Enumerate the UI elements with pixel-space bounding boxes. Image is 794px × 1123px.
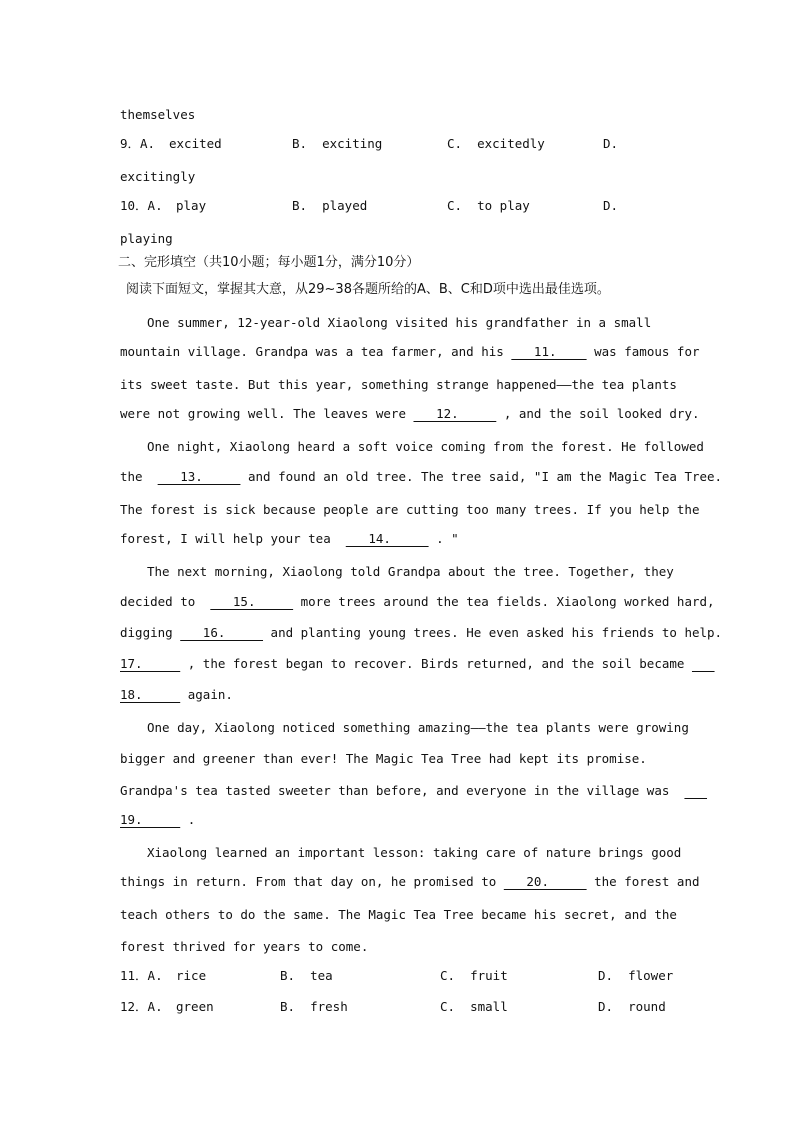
option-b: B. fresh — [280, 999, 348, 1014]
option-a: green — [176, 999, 214, 1014]
question-number: 12．A. — [120, 999, 163, 1014]
option-d: D. — [603, 136, 619, 151]
blank-18-start[interactable] — [692, 656, 715, 671]
blank-19[interactable]: 19. — [120, 812, 181, 827]
question-number: 9．A. — [120, 136, 156, 151]
option-c: C. fruit — [440, 968, 508, 983]
option-b: B. played — [292, 198, 368, 213]
option-a: excited — [169, 136, 222, 151]
passage-line: forest, I will help your tea 14. . " — [120, 531, 459, 546]
passage-line: One night, Xiaolong heard a soft voice coming from the forest. He followed — [147, 439, 704, 454]
blank-20[interactable]: 20. — [503, 874, 587, 889]
blank-11[interactable]: 11. — [511, 344, 587, 359]
blank-14[interactable]: 14. — [345, 531, 429, 546]
passage-line: its sweet taste. But this year, something strange happened——the tea plants — [120, 377, 677, 392]
option-a: play — [176, 198, 207, 213]
passage-line: teach others to do the same. The Magic Tea Tree became his secret, and the — [120, 907, 677, 922]
option-d: D. — [603, 198, 619, 213]
blank-19-start[interactable] — [684, 783, 707, 798]
passage-line: Grandpa's tea tasted sweeter than before, and everyone in the village was — [120, 783, 707, 799]
option-continuation: themselves — [120, 107, 196, 122]
option-c: C. excitedly — [447, 136, 545, 151]
question-number: 10．A. — [120, 198, 163, 213]
blank-15[interactable]: 15. — [210, 594, 294, 609]
passage-line: things in return. From that day on, he promised to 20. the forest and — [120, 874, 700, 889]
blank-12[interactable]: 12. — [413, 406, 497, 421]
option-b: B. exciting — [292, 136, 383, 151]
blank-16[interactable]: 16. — [180, 625, 264, 640]
blank-13[interactable]: 13. — [157, 469, 241, 484]
passage-line: bigger and greener than ever! The Magic Tea Tree had kept its promise. — [120, 751, 647, 766]
passage-line: One day, Xiaolong noticed something amazing——the tea plants were growing — [147, 720, 689, 735]
option-b: B. tea — [280, 968, 333, 983]
passage-line: 18. again. — [120, 687, 233, 702]
passage-line: Xiaolong learned an important lesson: taking care of nature brings good — [147, 845, 682, 860]
question-number: 11．A. — [120, 968, 163, 983]
passage-line: were not growing well. The leaves were 12. , and the soil looked dry. — [120, 406, 700, 421]
section-title: 二、完形填空（共10小题；每小题1分，满分10分） — [118, 255, 420, 270]
passage-line: decided to 15. more trees around the tea fields. Xiaolong worked hard, — [120, 594, 715, 609]
passage-line: the 13. and found an old tree. The tree said, "I am the Magic Tea Tree. — [120, 469, 723, 484]
passage-line: The next morning, Xiaolong told Grandpa about the tree. Together, they — [147, 564, 674, 579]
passage-line: forest thrived for years to come. — [120, 939, 369, 954]
option-continuation: playing — [120, 231, 173, 246]
option-d: D. round — [598, 999, 666, 1014]
option-continuation: excitingly — [120, 169, 196, 184]
passage-line: 17. , the forest began to recover. Birds returned, and the soil became — [120, 656, 715, 672]
option-a: rice — [176, 968, 207, 983]
option-c: C. to play — [447, 198, 530, 213]
blank-18[interactable]: 18. — [120, 687, 181, 702]
passage-line: digging 16. and planting young trees. He even asked his friends to help. — [120, 625, 723, 640]
passage-line: mountain village. Grandpa was a tea farmer, and his 11. was famous for — [120, 344, 700, 359]
passage-line: The forest is sick because people are cutting too many trees. If you help the — [120, 502, 700, 517]
passage-line: One summer, 12-year-old Xiaolong visited his grandfather in a small — [147, 315, 652, 330]
blank-17[interactable]: 17. — [120, 656, 181, 671]
option-d: D. flower — [598, 968, 674, 983]
section-instruction: 阅读下面短文，掌握其大意，从29~38各题所给的A、B、C和D项中选出最佳选项。 — [126, 282, 610, 297]
passage-line: 19. . — [120, 812, 196, 827]
option-c: C. small — [440, 999, 508, 1014]
